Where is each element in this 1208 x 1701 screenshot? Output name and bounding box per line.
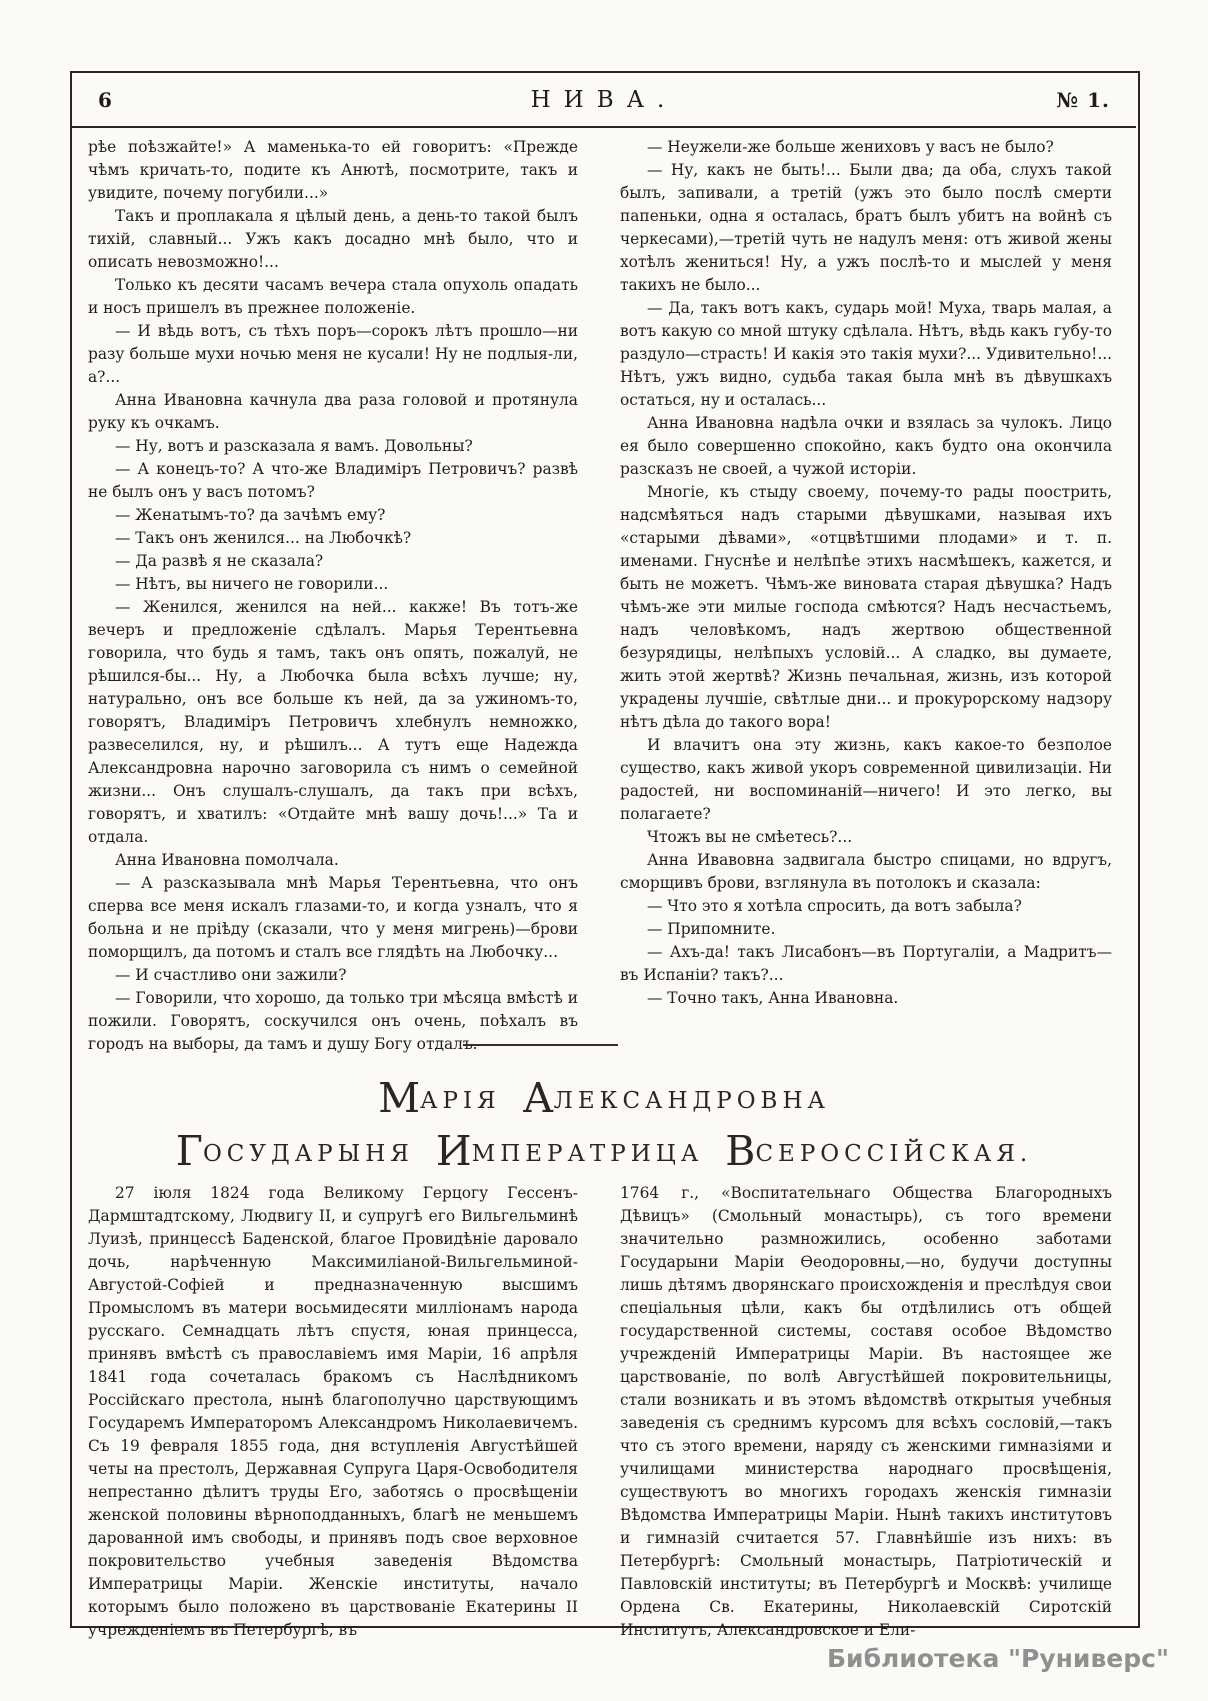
paragraph: Анна Ивановна надѣла очки и взялась за чулокъ. Лицо ея было совершенно спокойно, какъ будто она окончила разсказъ не своей, а чужой исторіи. — [620, 414, 1112, 478]
paragraph: — Припомните. — [647, 920, 776, 938]
title-word: ИМПЕРАТРИЦА — [435, 1127, 704, 1175]
paragraph: Такъ и проплакала я цѣлый день, а день-то такой былъ тихій, славный... Ужъ какъ досадно мнѣ было, что и описать невозможно!... — [88, 207, 578, 271]
paragraph: — Женился, женился на ней... какже! Въ тотъ-же вечеръ и предложеніе сдѣлалъ. Марья Терентьевна говорила, что будь я тамъ, такъ онъ опять, пожалуй, не рѣшился-бы... Ну, а Любочка была всѣхъ лучше; ну, натурально, онъ все больше къ ней, да за ужиномъ-то, говорятъ, Владиміръ Петровичъ хлебнулъ немножко, развеселился, ну, и рѣшилъ... А тутъ еще Надежда Александровна нарочно заговорила съ нимъ о семейной жизни... Онъ слушалъ-слушалъ, да такъ при всѣхъ, говорятъ, и хватилъ: «Отдайте мнѣ вашу дочь!...» Та и отдала. — [88, 598, 578, 846]
issue-number: № 1. — [1056, 87, 1110, 112]
paragraph: — Ну, вотъ и разсказала я вамъ. Довольны? — [115, 437, 473, 455]
paragraph: — А конецъ-то? А что-же Владиміръ Петровичъ? развѣ не былъ онъ у васъ потомъ? — [88, 460, 578, 501]
masthead-title: НИВА. — [530, 86, 678, 113]
paragraph: Чтожъ вы не смѣетесь?... — [647, 828, 853, 846]
page-header — [72, 73, 1136, 128]
paragraph: — И счастливо они зажили? — [115, 966, 347, 984]
story-column-left — [88, 136, 578, 1056]
article-column-left — [88, 1182, 578, 1642]
paragraph: — Точно такъ, Анна Ивановна. — [647, 989, 899, 1007]
paragraph: Многіе, къ стыду своему, почему-то рады поострить, надсмѣяться надъ старыми дѣвушками, называя ихъ «старыми дѣвами», «отцвѣтшими плодами» и т. п. именами. Гнуснѣе и нелѣпѣе этихъ насмѣшекъ, кажется, и быть не можетъ. Чѣмъ-же виновата старая дѣвушка? Надъ чѣмъ-же эти милые господа смѣются? Надъ несчастьемъ, надъ человѣкомъ, надъ жертвою общественной безурядицы, нелѣпыхъ условій... А сладко, вы думаете, жить этой жертвѣ? Жизнь печальная, жизнь, изъ которой украдены лучшіе, свѣтлые дни... и прокурорскому надзору нѣтъ дѣла до такого вора! — [620, 483, 1112, 731]
paragraph: И влачитъ она эту жизнь, какъ какое-то безполое существо, какъ живой укоръ современной цивилизаціи. Ни радостей, ни воспоминаній—ничего! И это легко, вы полагаете? — [620, 736, 1112, 823]
paragraph: Анна Ивановна качнула два раза головой и протянула руку къ очкамъ. — [88, 391, 578, 432]
page-number: 6 — [98, 87, 113, 112]
paragraph: — Женатымъ-то? да зачѣмъ ему? — [115, 506, 386, 524]
article-column-right — [620, 1182, 1112, 1642]
paragraph: — Такъ онъ женился... на Любочкѣ? — [115, 529, 412, 547]
title-word: МАРІЯ — [378, 1074, 501, 1122]
section-divider-rule — [463, 1044, 618, 1046]
paragraph: Анна Ивавовна задвигала быстро спицами, но вдругъ, сморщивъ брови, взглянула въ потолокъ и сказала: — [620, 851, 1112, 892]
paragraph: 1764 г., «Воспитательнаго Общества Благородныхъ Дѣвицъ» (Смольный монастырь), съ того времени значительно размножились, особенно заботами Государыни Маріи Ѳеодоровны,—но, будучи доступны лишь дѣтямъ дворянскаго происхожденія и преслѣдуя свои спеціальныя цѣли, какъ бы отдѣлились отъ общей государственной системы, составя особое Вѣдомство учрежденій Императрицы Маріи. Въ настоящее же царствованіе, по волѣ Августѣйшей покровительницы, стали возникать и въ этомъ вѣдомствѣ открытыя учебныя заведенія съ среднимъ курсомъ для всѣхъ сословій,—такъ что съ этого времени, наряду съ женскими гимназіями и училищами министерства народнаго просвѣщенія, существуютъ во многихъ городахъ женскія гимназіи Вѣдомства Императрицы Маріи. Нынѣ такихъ институтовъ и гимназій считается 57. Главнѣйшіе изъ нихъ: въ Петербургѣ: Смольный монастырь, Патріотическій и Павловскій институты; въ Петербургѣ и Москвѣ: училище Ордена Св. Екатерины, Николаевскій Сиротскій Институтъ, Александровское и Ели- — [620, 1184, 1112, 1639]
paragraph: — Что это я хотѣла спросить, да вотъ забыла? — [647, 897, 1022, 915]
paragraph: — И вѣдь вотъ, съ тѣхъ поръ—сорокъ лѣтъ прошло—ни разу больше мухи ночью меня не кусали! Ну не подлыя-ли, а?... — [88, 322, 578, 386]
paragraph: — Да развѣ я не сказала? — [115, 552, 324, 570]
paragraph: Анна Ивановна помолчала. — [115, 851, 339, 869]
title-word: ГОСУДАРЫНЯ — [175, 1127, 414, 1175]
title-word: АЛЕКСАНДРОВНА — [522, 1074, 830, 1122]
article-title-line-2 — [0, 1129, 1208, 1176]
paragraph: — Ахъ-да! такъ Лисабонъ—въ Португаліи, а Мадритъ—въ Испаніи? такъ?... — [620, 943, 1112, 984]
paragraph: 27 іюля 1824 года Великому Герцогу Гессенъ-Дармштадтскому, Людвигу II, и супругѣ его Вильгельминѣ Луизѣ, принцессѣ Баденской, благое Провидѣніе даровало дочь, нарѣченную Максимиліаной-Вильгельминой-Августой-Софіей и предназначенную высшимъ Промысломъ въ матери восьмидесяти милліонамъ народа русскаго. Семнадцать лѣтъ спустя, юная принцесса, принявъ вмѣстѣ съ православіемъ имя Маріи, 16 апрѣля 1841 года сочеталась бракомъ съ Наслѣдникомъ Россійскаго престола, нынѣ благополучно царствующимъ Государемъ Императоромъ Александромъ Николаевичемъ. Съ 19 февраля 1855 года, дня вступленія Августѣйшей четы на престолъ, Державная Супруга Царя-Освободителя непрестанно дѣлитъ труды Его, заботясь о просвѣщеніи женской половины вѣрноподданныхъ, благѣ не меньшемъ дарованной имъ свободы, и принявъ подъ свое верховное покровительство учебныя заведенія Вѣдомства Императрицы Маріи. Женскіе институты, начало которымъ было положено въ царствованіе Екатерины II учрежденіемъ въ Петербургѣ, въ — [88, 1184, 578, 1639]
paragraph: — Ну, какъ не быть!... Были два; да оба, слухъ такой былъ, запивали, а третій (ужъ это было послѣ смерти папеньки, одна я осталась, братъ былъ убитъ на войнѣ съ черкесами),—третій чуть не надулъ меня: отъ живой жены хотѣлъ жениться! Ну, а ужъ послѣ-то и мыслей у меня такихъ не было... — [620, 161, 1112, 294]
paragraph: — Нѣтъ, вы ничего не говорили... — [115, 575, 389, 593]
article-title-line-1 — [0, 1076, 1208, 1123]
paragraph: — Говорили, что хорошо, да только три мѣсяца вмѣстѣ и пожили. Говорятъ, соскучился онъ очень, поѣхалъ въ городъ на выборы, да тамъ и душу Богу отдалъ. — [88, 989, 578, 1053]
story-column-right — [620, 136, 1112, 1010]
paragraph: — Неужели-же больше жениховъ у васъ не было? — [647, 138, 1054, 156]
paragraph: — А разсказывала мнѣ Марья Терентьевна, что онъ сперва все меня искалъ глазами-то, и когда узналъ, что я больна и не пріѣду (сказали, что у меня мигрень)—брови поморщилъ, да потомъ и сталъ все глядѣть на Любочку... — [88, 874, 578, 961]
paragraph: — Да, такъ вотъ какъ, сударь мой! Муха, тварь малая, а вотъ какую со мной штуку сдѣлала. Нѣтъ, вѣдь какъ губу-то раздуло—страсть! И какія это такія мухи?... Удивительно!... Нѣтъ, ужъ видно, судьба такая была мнѣ въ дѣвушкахъ остаться, ну и осталась... — [620, 299, 1112, 409]
paragraph: рѣе поѣзжайте!» А маменька-то ей говоритъ: «Прежде чѣмъ кричать-то, подите къ Анютѣ, посмотрите, такъ и увидите, почему погубили...» — [88, 138, 578, 202]
paragraph: Только къ десяти часамъ вечера стала опухоль опадать и носъ пришелъ въ прежнее положеніе. — [88, 276, 578, 317]
title-word: ВСЕРОССІЙСКАЯ. — [725, 1127, 1033, 1175]
library-watermark: Библиотека "Руниверс" — [827, 1644, 1169, 1673]
